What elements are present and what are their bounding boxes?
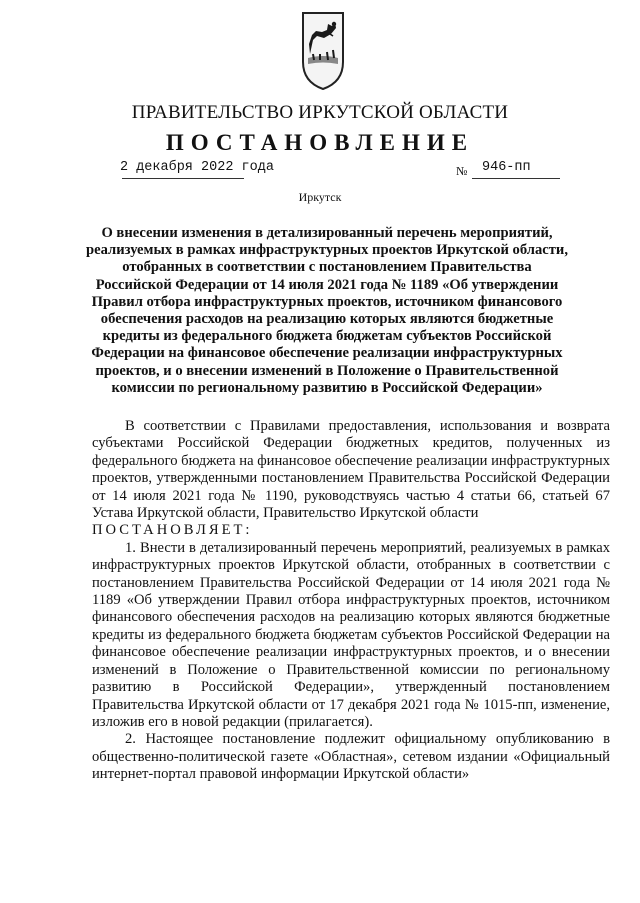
number-sign: № <box>456 164 468 178</box>
organization-name: ПРАВИТЕЛЬСТВО ИРКУТСКОЙ ОБЛАСТИ <box>131 102 509 123</box>
preamble-paragraph: В соответствии с Правилами предоставления, использования и возврата субъектами Российской Федерации бюджетных кредитов, полученных из федерального бюджета на финансовое обеспечение реализации инфраструктурных проектов, утвержденными постановлением Правительства Российской Федерации от 14 июля 2021 года № 1190, руководствуясь частью 4 статьи 66, статьей 67 Устава Иркутской области, Правительство Иркутской области <box>92 418 610 522</box>
item-2-paragraph: 2. Настоящее постановление подлежит официальному опубликованию в общественно-политической газете «Областная», сетевом издании «Официальный интернет-портал правовой информации Иркутской области» <box>92 731 610 783</box>
item-1-paragraph: 1. Внести в детализированный перечень мероприятий, реализуемых в рамках инфраструктурных проектов Иркутской области, отобранных в соответствии с постановлением Правительства Российской Федерации от 14 июля 2021 года № 1189 «Об утверждении Правил отбора инфраструктурных проектов, источником финансового обеспечения расходов на реализацию которых являются бюджетные кредиты из федерального бюджета бюджетам субъектов Российской Федерации на финансовое обеспечение реализации инфраструктурных проектов, и о внесении изменений в Положение о Правительственной комиссии по региональному развитию в Российской Федерации», утвержденный постановлением Правительства Иркутской области от 17 декабря 2021 года № 1015-пп, изменение, изложив его в новой редакции (прилагается). <box>92 539 610 730</box>
document-title: О внесении изменения в детализированный перечень мероприятий, реализуемых в рамках инфраструктурных проектов Иркутской области, отобранных в соответствии с постановлением Правительства Российской Федерации от 14 июля 2021 года № 1189 «Об утверждении Правил отбора инфраструктурных проектов, источником финансового обеспечения расходов на реализацию которых являются бюджетные кредиты из федерального бюджета бюджетам субъектов Российской Федерации на финансовое обеспечение реализации инфраструктурных проектов, и о внесении изменений в Положение о Правительственной комиссии по региональному развитию в Российской Федерации» <box>86 225 568 396</box>
decree-word: ПОСТАНОВЛЯЕТ: <box>92 522 253 539</box>
document-date: 2 декабря 2022 года <box>120 160 274 175</box>
city-name: Иркутск <box>298 190 342 204</box>
date-underline <box>122 178 244 179</box>
document-body <box>92 418 610 784</box>
document-type: ПОСТАНОВЛЕНИЕ <box>165 130 475 155</box>
irkutsk-coat-of-arms-icon <box>300 10 346 92</box>
document-number: 946-пп <box>482 160 531 175</box>
number-underline <box>472 178 560 179</box>
